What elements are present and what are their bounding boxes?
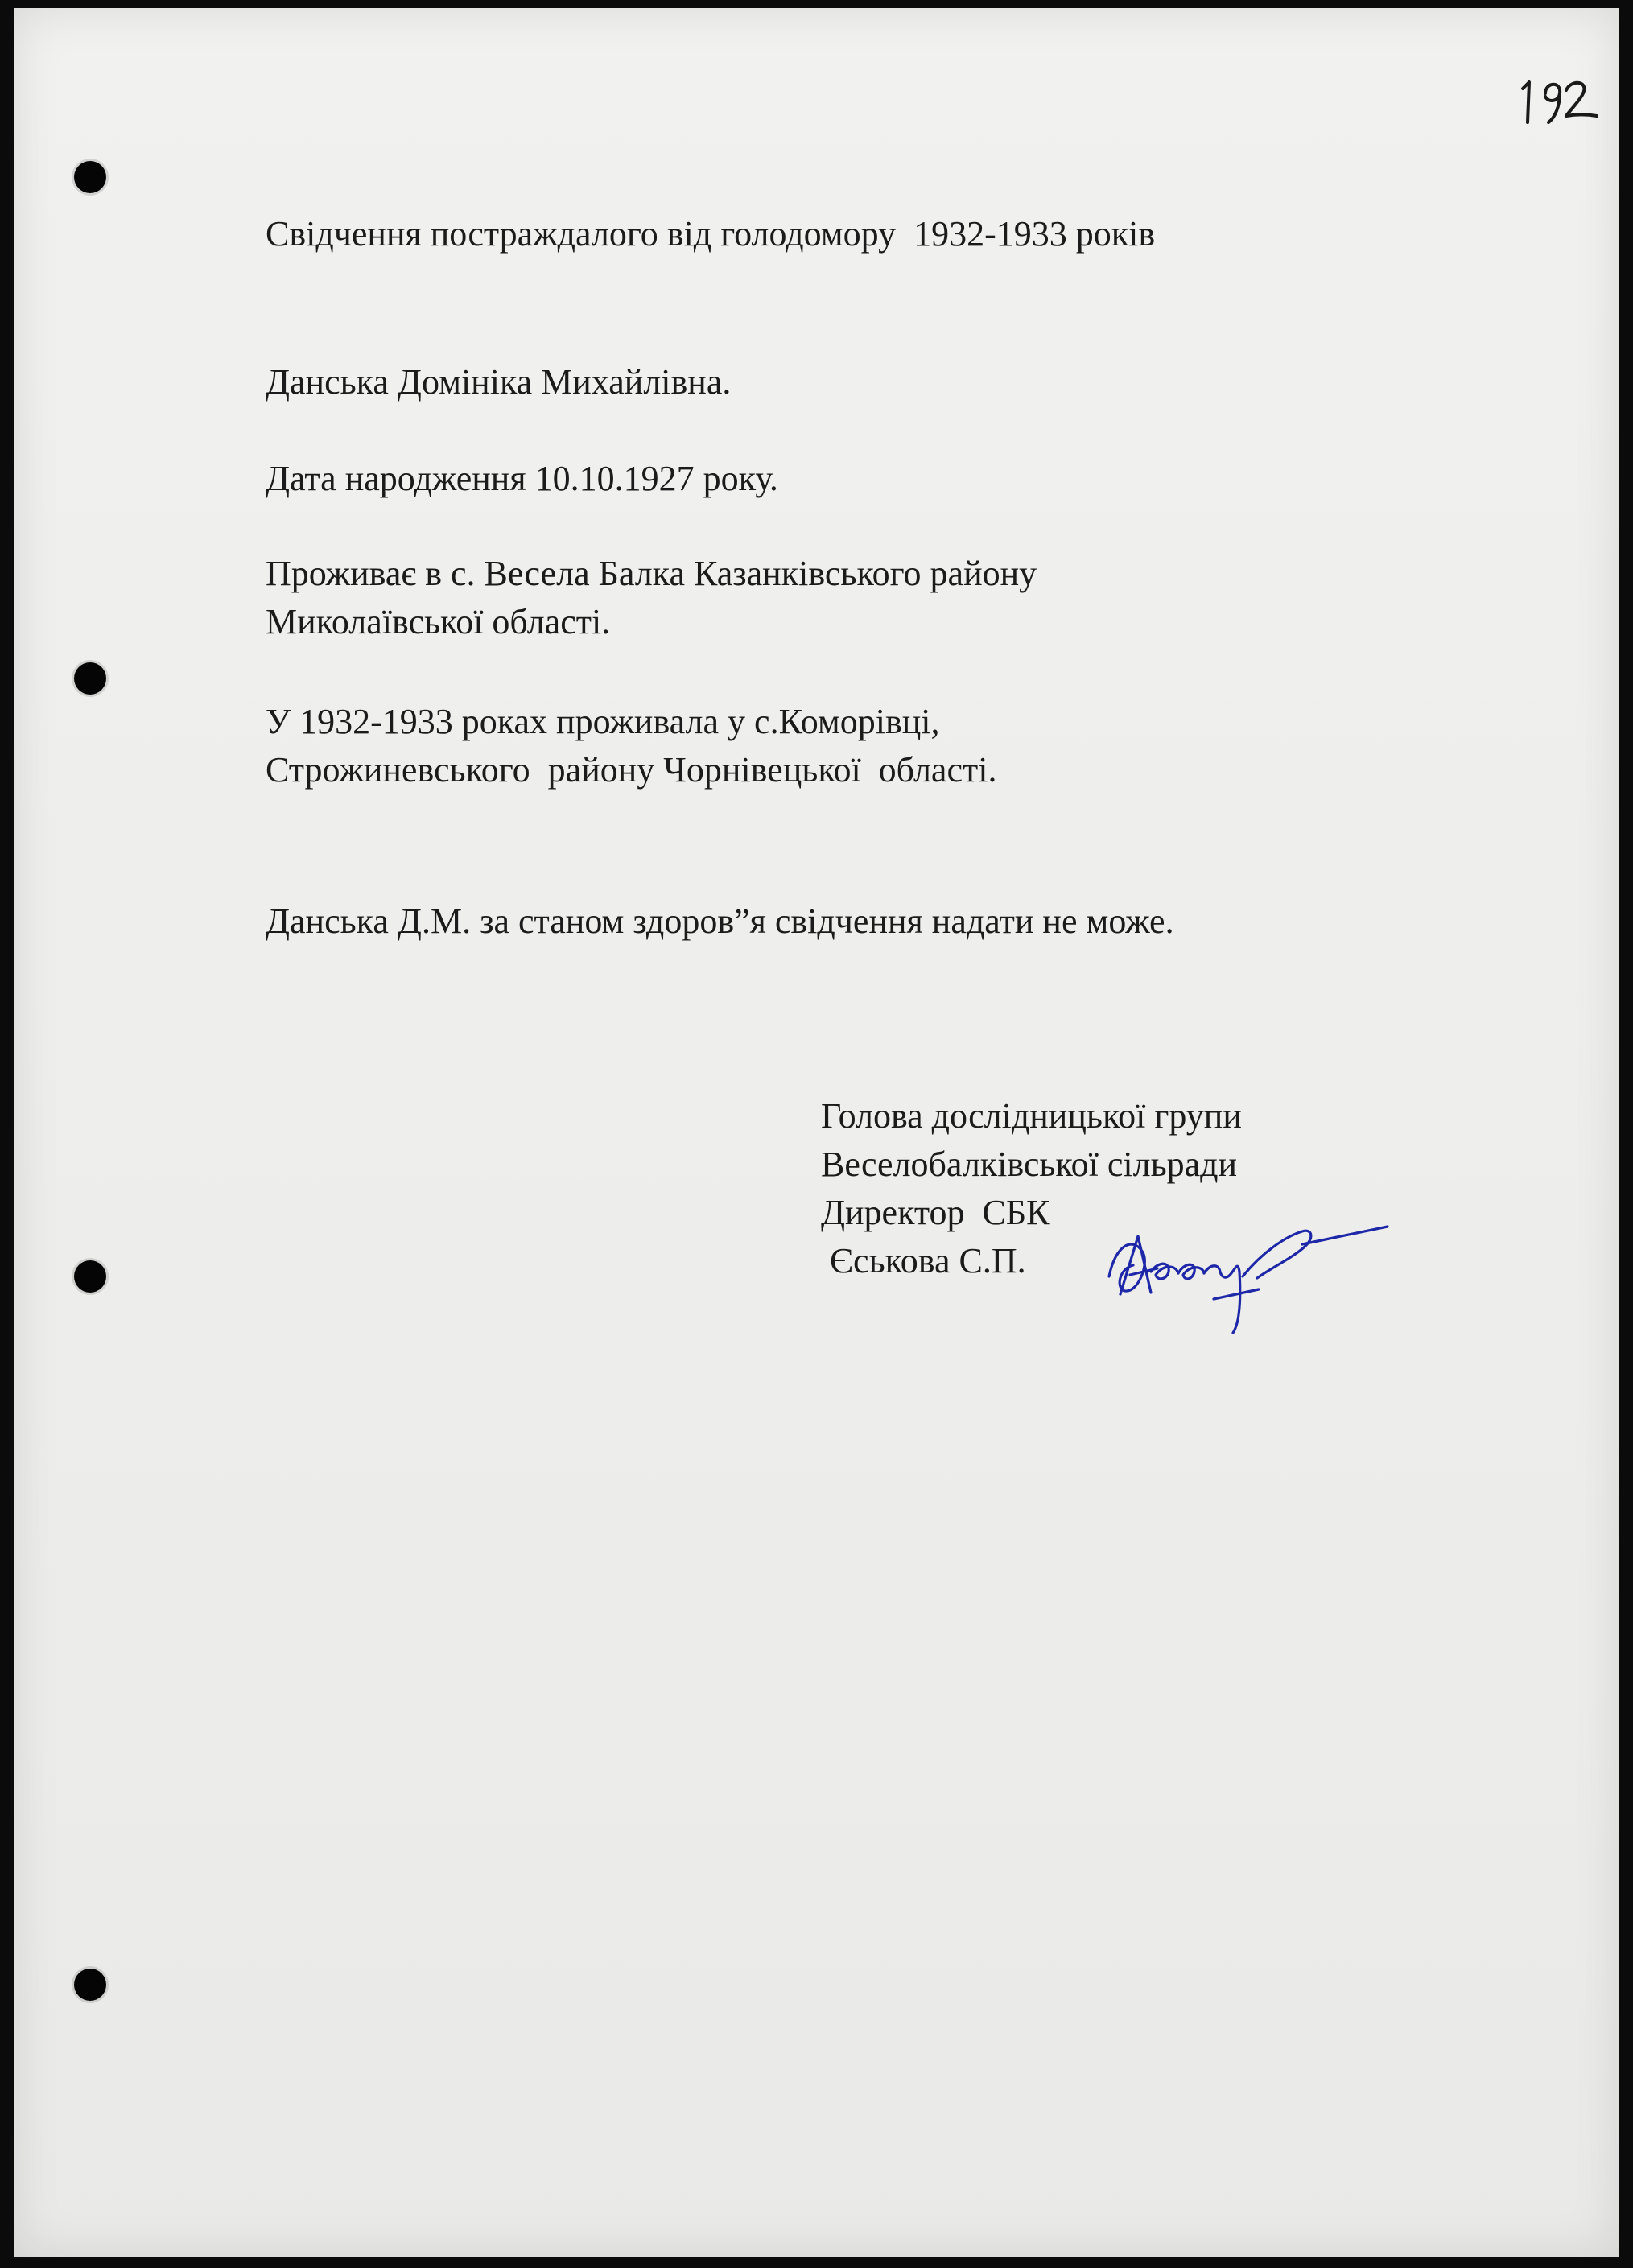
signatory-title: Голова дослідницької групи xyxy=(821,1096,1242,1136)
signatory-position: Директор СБК xyxy=(821,1193,1050,1232)
punch-hole xyxy=(74,161,106,193)
signatory-name: Єськова С.П. xyxy=(821,1241,1026,1280)
health-note: Данська Д.М. за станом здоров”я свідчення надати не може. xyxy=(266,901,1174,941)
residence-1932-line: У 1932-1933 роках проживала у с.Коморівці, xyxy=(266,702,940,741)
punch-hole xyxy=(74,1260,106,1293)
document-title: Свідчення постраждалого від голодомору 1932-1933 років xyxy=(266,214,1156,254)
birth-date: Дата народження 10.10.1927 року. xyxy=(266,459,778,498)
document-page xyxy=(14,8,1619,2257)
handwritten-folio-number xyxy=(1513,58,1602,130)
handwritten-signature xyxy=(1101,1188,1407,1341)
residence-line: Миколаївської області. xyxy=(266,602,611,641)
residence-1932-line: Строжиневського району Чорнівецької області. xyxy=(266,750,997,790)
punch-hole xyxy=(74,1969,106,2001)
person-name: Данська Домініка Михайлівна. xyxy=(266,362,732,402)
punch-hole xyxy=(74,662,106,695)
signatory-council: Веселобалківської сільради xyxy=(821,1144,1238,1184)
residence-line: Проживає в с. Весела Балка Казанківського району xyxy=(266,554,1037,593)
